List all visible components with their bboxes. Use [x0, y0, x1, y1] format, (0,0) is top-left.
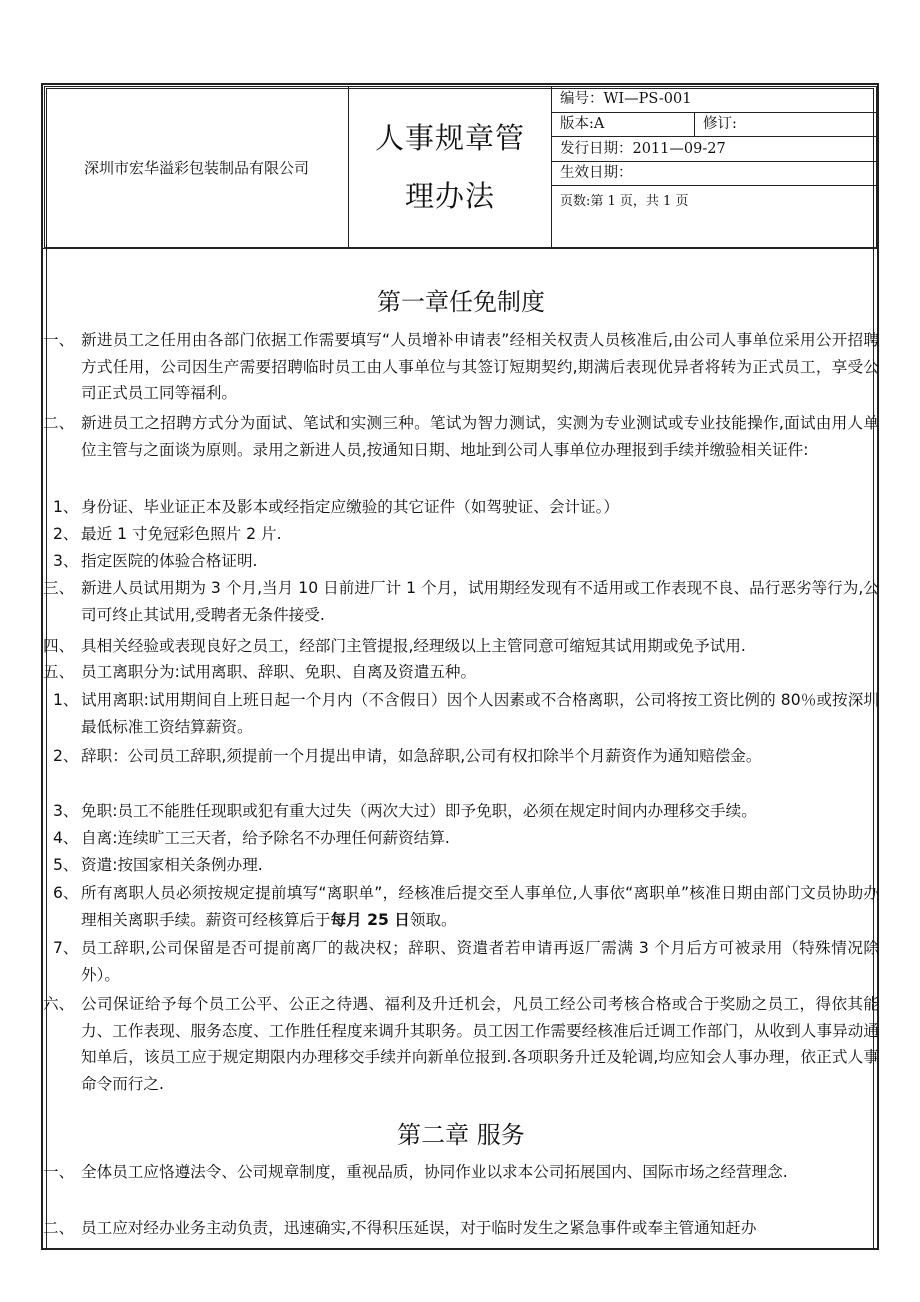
document-title-line2: 理办法 — [404, 179, 495, 213]
clause-1-5-2 — [43, 743, 879, 770]
clause-text: 员工应对经办业务主动负责，迅速确实,不得积压延误，对于临时发生之紧急事件或奉主管通知赶办 — [81, 1219, 757, 1237]
clause-1-5-3 — [43, 798, 879, 825]
issue-date: 发行日期：2011—09-27 — [552, 137, 877, 162]
payday-highlight: 每月 25 日 — [330, 910, 410, 929]
clause-number: 二、 — [43, 414, 75, 432]
clause-1-4 — [43, 633, 879, 660]
chapter2-title: 第二章 服务 — [397, 1121, 525, 1149]
clause-1-5-7 — [43, 935, 879, 988]
clause-text: 新进员工之任用由各部门依据工作需要填写“人员增补申请表”经相关权责人员核准后,由公司人事单位采用公开招聘方式任用，公司因生产需要招聘临时员工由人事单位与其签订短期契约,期满后表现优异者将转为正式员工，享受公司正式员工同等福利。 — [81, 331, 879, 402]
clause-number: 六、 — [43, 995, 75, 1013]
clause-1-5 — [43, 659, 879, 686]
clause-1-5-6 — [43, 880, 879, 933]
clause-text: 辞职：公司员工辞职,须提前一个月提出申请，如急辞职,公司有权扣除半个月薪资作为通知赔偿金。 — [81, 747, 762, 765]
clause-text — [81, 880, 879, 933]
clause-text: 指定医院的体验合格证明. — [81, 552, 258, 570]
clause-1-2-2 — [43, 521, 879, 548]
clause-number: 3、 — [53, 802, 79, 820]
document-header-table — [44, 86, 877, 248]
clause-1-1 — [43, 327, 879, 407]
company-name: 深圳市宏华溢彩包装制品有限公司 — [45, 87, 349, 248]
document-version: 版本:A — [552, 113, 695, 137]
clause-number: 3、 — [53, 552, 79, 570]
document-revision: 修订: — [695, 113, 877, 137]
clause-1-3 — [43, 575, 879, 628]
clause-number: 三、 — [43, 579, 75, 597]
clause-number: 2、 — [53, 525, 79, 543]
clause-number: 2、 — [53, 747, 79, 765]
clause-text-part: 所有离职人员必须按规定提前填写“离职单”，经核准后提交至人事单位,人事依“离职单”核准日期由部门文员协助办理相关离职手续。薪资可经核算后于 — [81, 884, 879, 929]
clause-number: 4、 — [53, 829, 79, 847]
clause-number: 7、 — [53, 939, 79, 957]
clause-number: 5、 — [53, 856, 79, 874]
clause-text: 资遣:按国家相关条例办理. — [81, 856, 263, 874]
clause-text: 试用离职:试用期间自上班日起一个月内（不含假日）因个人因素或不合格离职，公司将按工资比例的 80％或按深圳最低标准工资结算薪资。 — [81, 691, 879, 736]
clause-number: 一、 — [43, 1163, 75, 1181]
clause-number: 二、 — [43, 1219, 75, 1237]
clause-1-6 — [43, 991, 879, 1097]
clause-text: 具相关经验或表现良好之员工，经部门主管提报,经理级以上主管同意可缩短其试用期或免予试用. — [81, 637, 746, 655]
chapter1-title: 第一章任免制度 — [377, 288, 545, 316]
document-title-line1: 人事规章管 — [374, 121, 525, 155]
clause-1-2 — [43, 410, 879, 463]
clause-number: 6、 — [53, 884, 79, 902]
effective-date: 生效日期： — [552, 162, 877, 186]
clause-text: 公司保证给予每个员工公平、公正之待遇、福利及升迁机会，凡员工经公司考核合格或合于奖励之员工，得依其能力、工作表现、服务态度、工作胜任程度来调升其职务。员工因工作需要经核准后迁调工作部门，从收到人事异动通知单后，该员工应于规定期限内办理移交手续并向新单位报到.各项职务升迁及轮调,均应知会人事办理，依正式人事命令而行之. — [81, 995, 879, 1093]
clause-text: 身份证、毕业证正本及影本或经指定应缴验的其它证件（如驾驶证、会计证。） — [81, 498, 619, 516]
clause-number: 1、 — [53, 498, 79, 516]
clause-1-2-1 — [43, 494, 879, 521]
document-title — [349, 87, 552, 248]
clause-text: 全体员工应恪遵法令、公司规章制度，重视品质，协同作业以求本公司拓展国内、国际市场之经营理念. — [81, 1163, 788, 1181]
clause-1-5-1 — [43, 687, 879, 740]
clause-2-2 — [43, 1215, 879, 1242]
clause-text: 新进人员试用期为 3 个月,当月 10 日前进厂计 1 个月，试用期经发现有不适用或工作表现不良、品行恶劣等行为,公司可终止其试用,受聘者无条件接受. — [81, 579, 879, 624]
clause-1-5-5 — [43, 852, 879, 879]
clause-number: 四、 — [43, 637, 75, 655]
clause-text: 员工离职分为:试用离职、辞职、免职、自离及资遣五种。 — [81, 663, 477, 681]
clause-text: 新进员工之招聘方式分为面试、笔试和实测三种。笔试为智力测试，实测为专业测试或专业技能操作,面试由用人单位主管与之面谈为原则。录用之新进人员,按通知日期、地址到公司人事单位办理报到手续并缴验相关证件: — [81, 414, 879, 459]
document-body — [43, 248, 879, 1249]
clause-1-5-4 — [43, 825, 879, 852]
clause-number: 1、 — [53, 691, 79, 709]
clause-text: 员工辞职,公司保留是否可提前离厂的裁决权；辞职、资遣者若申请再返厂需满 3 个月后方可被录用（特殊情况除外）。 — [81, 939, 879, 984]
clause-text: 自离:连续旷工三天者，给予除名不办理任何薪资结算. — [81, 829, 450, 847]
clause-text: 最近 1 寸免冠彩色照片 2 片. — [81, 525, 282, 543]
clause-text-part: 领取。 — [409, 910, 457, 929]
clause-number: 五、 — [43, 663, 75, 681]
clause-text: 免职:员工不能胜任现职或犯有重大过失（两次大过）即予免职，必须在规定时间内办理移交手续。 — [81, 802, 757, 820]
clause-2-1 — [43, 1159, 879, 1186]
document-code: 编号：WI—PS-001 — [552, 87, 877, 113]
clause-number: 一、 — [43, 331, 75, 349]
clause-1-2-3 — [43, 548, 879, 575]
page-count: 页数:第 1 页，共 1 页 — [552, 186, 877, 248]
